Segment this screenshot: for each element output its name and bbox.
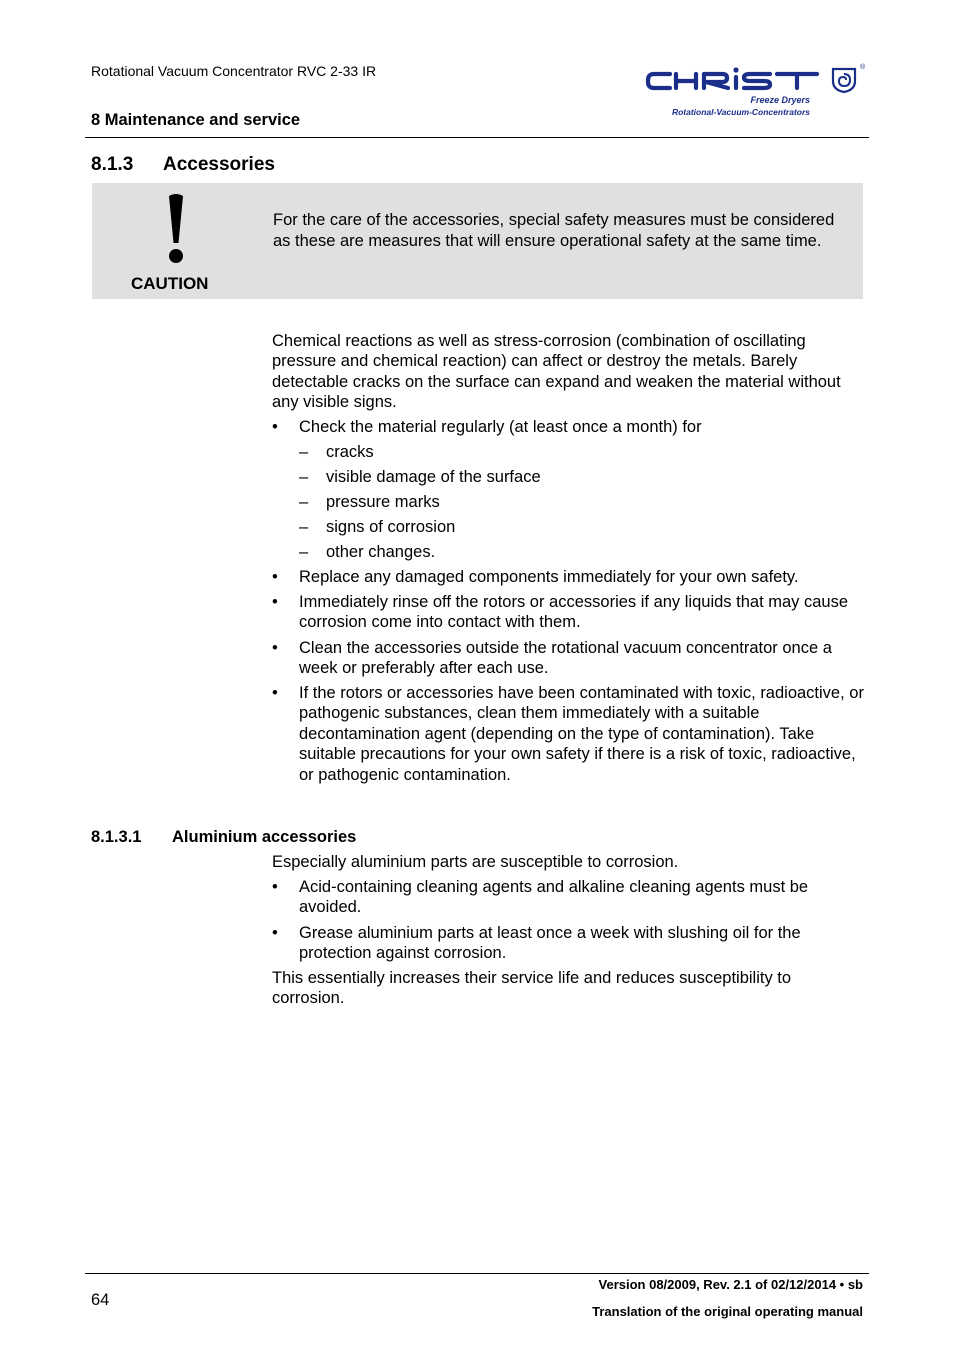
- list-item-text: Check the material regularly (at least once a month) for: [299, 418, 702, 436]
- subsection-number: 8.1.3.1: [91, 828, 142, 846]
- dash-mark: –: [299, 493, 309, 511]
- subsection-outro: This essentially increases their service life and reduces susceptibility to corrosion.: [272, 969, 792, 1008]
- dash-mark: –: [299, 468, 309, 486]
- list-item-text: Grease aluminium parts at least once a week with slushing oil for the protection against corrosion.: [299, 924, 801, 963]
- section-number: 8.1.3: [91, 154, 134, 175]
- christ-logo: [644, 64, 866, 118]
- version-info: Version 08/2009, Rev. 2.1 of 02/12/2014 • sb: [598, 1277, 863, 1292]
- sub-list-item-text: signs of corrosion: [326, 518, 456, 536]
- bullet-mark: •: [272, 878, 278, 896]
- bullet-mark: •: [272, 684, 278, 702]
- bullet-mark: •: [272, 924, 278, 942]
- exclamation-icon: [165, 193, 187, 265]
- list-item-text: If the rotors or accessories have been contaminated with toxic, radioactive, or pathogenic substances, clean them immediately with a suitable decontamination agent (depending on the type of contamination). Take suitable precautions for your own safety if there is a risk of toxic, radioactive, or pathogenic contamination.: [299, 684, 864, 784]
- caution-label: CAUTION: [131, 274, 209, 293]
- header-divider: [85, 137, 869, 138]
- christ-wordmark: [644, 66, 820, 96]
- sub-list-item-text: cracks: [326, 443, 374, 461]
- bullet-mark: •: [272, 418, 278, 436]
- bullet-mark: •: [272, 639, 278, 657]
- chapter-title: 8 Maintenance and service: [91, 111, 301, 129]
- caution-text: For the care of the accessories, special safety measures must be considered as these are measures that will ensure operational safety at the same time.: [273, 211, 835, 250]
- dash-mark: –: [299, 518, 309, 536]
- registered-mark: ®: [860, 64, 866, 71]
- translation-note: Translation of the original operating manual: [592, 1304, 863, 1319]
- intro-paragraph: Chemical reactions as well as stress-corrosion (combination of oscillating pressure and chemical reaction) can affect or destroy the metals. Barely detectable cracks on the surface can expand and weaken the material without any visible signs.: [272, 332, 841, 412]
- list-item-text: Acid-containing cleaning agents and alkaline cleaning agents must be avoided.: [299, 878, 809, 917]
- logo-tagline-freeze-dryers: Freeze Dryers: [750, 95, 810, 105]
- sub-list-item-text: pressure marks: [326, 493, 440, 511]
- dash-mark: –: [299, 443, 309, 461]
- logo-tagline-concentrators: Rotational-Vacuum-Concentrators: [671, 107, 810, 117]
- caution-notice: [92, 183, 863, 299]
- footer-divider: [85, 1273, 869, 1274]
- document-product-name: Rotational Vacuum Concentrator RVC 2-33 IR: [91, 63, 377, 79]
- list-item-text: Clean the accessories outside the rotational vacuum concentrator once a week or preferably after each use.: [299, 639, 832, 678]
- bullet-mark: •: [272, 568, 278, 586]
- christ-emblem-icon: [830, 66, 858, 94]
- dash-mark: –: [299, 543, 309, 561]
- section-title: Accessories: [163, 154, 275, 175]
- sub-list-item-text: visible damage of the surface: [326, 468, 541, 486]
- sub-list-item-text: other changes.: [326, 543, 436, 561]
- page-number: 64: [91, 1291, 110, 1309]
- subsection-title: Aluminium accessories: [172, 828, 357, 846]
- list-item-text: Replace any damaged components immediately for your own safety.: [299, 568, 799, 586]
- list-item-text: Immediately rinse off the rotors or accessories if any liquids that may cause corrosion come into contact with them.: [299, 593, 849, 632]
- subsection-intro: Especially aluminium parts are susceptible to corrosion.: [272, 853, 679, 871]
- bullet-mark: •: [272, 593, 278, 611]
